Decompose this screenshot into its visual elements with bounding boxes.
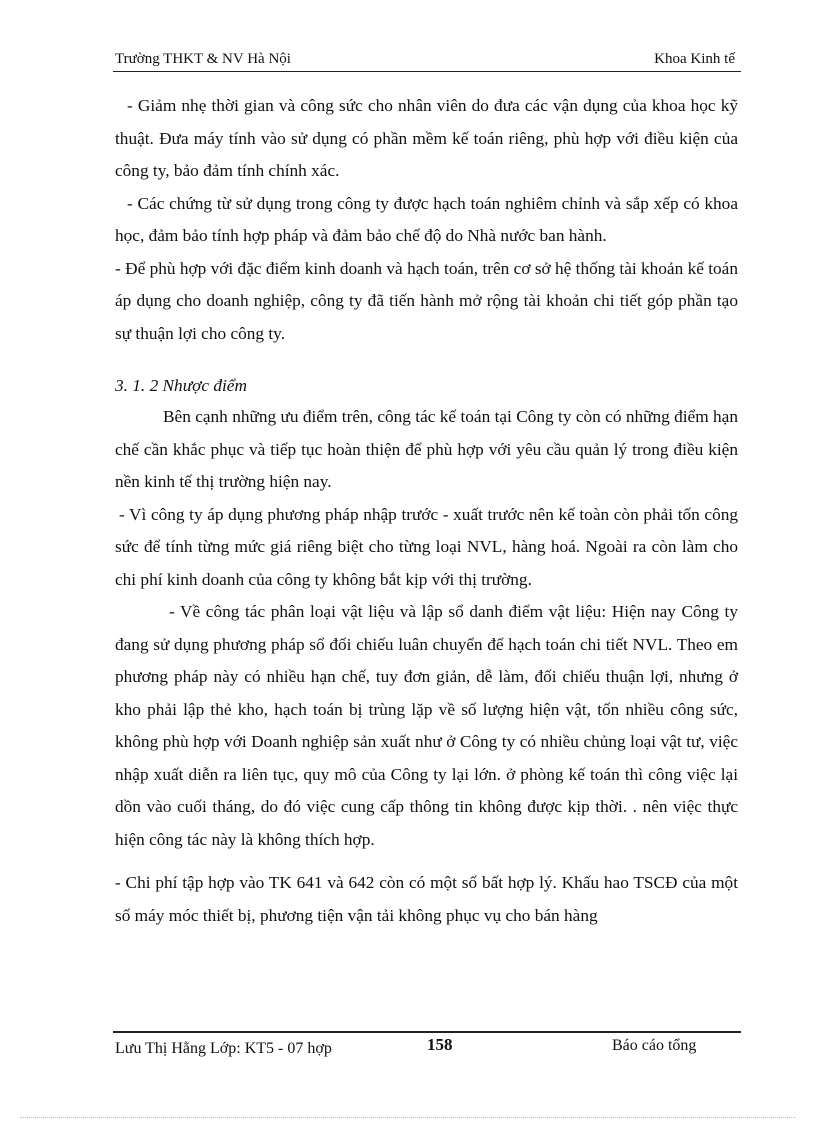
footer-report-title: Báo cáo tổng [612,1037,697,1054]
header-divider [113,71,741,72]
document-body [115,90,738,932]
page-header [115,50,741,72]
header-department: Khoa Kinh tế [654,51,735,67]
paragraph-advantage-time: - Giảm nhẹ thời gian và công sức cho nhân viên do đưa các vận dụng của khoa học kỹ thuật. Đưa máy tính vào sử dụng có phần mềm kế toán riêng, phù hợp với điều kiện của công ty, bảo đảm tính chính xác. [115,96,738,180]
paragraph-advantage-vouchers: - Các chứng từ sử dụng trong công ty được hạch toán nghiêm chỉnh và sắp xếp có khoa học, đảm bảo tính hợp pháp và đảm bảo chế độ do Nhà nước ban hành. [115,193,738,245]
paragraph-intro-limitations: Bên cạnh những ưu điểm trên, công tác kế toán tại Công ty còn có những điểm hạn chế cần khắc phục và tiếp tục hoàn thiện để phù hợp với yêu cầu quản lý trong điều kiện nền kinh tế thị trường hiện nay. [115,407,738,491]
paragraph-gap [115,856,738,867]
header-school-name: Trường THKT & NV Hà Nội [115,51,291,67]
section-gap [115,350,738,371]
paragraph-material-classification: - Về công tác phân loại vật liệu và lập sổ danh điểm vật liệu: Hiện nay Công ty đang sử dụng phương pháp sổ đối chiếu luân chuyển để hạch toán chi tiết NVL. Theo em phương pháp này có nhiều hạn chế, tuy đơn giản, dễ làm, đối chiếu thuận lợi, nhưng ở kho phải lập thẻ kho, hạch toán bị trùng lặp về số lượng hiện vật, tốn nhiều công sức, không phù hợp với Doanh nghiệp sản xuất như ở Công ty có nhiều chủng loại vật tư, việc nhập xuất diễn ra liên tục, quy mô của Công ty lại lớn. ở phòng kế toán thì công việc lại dồn vào cuối tháng, do đó việc cung cấp thông tin không được kịp thời. . nên việc thực hiện công tác này là không thích hợp. [115,602,738,849]
page-bottom-edge [20,1117,796,1118]
section-heading: 3. 1. 2 Nhược điểm [115,376,247,395]
paragraph-advantage-accounts: - Để phù hợp với đặc điểm kinh doanh và hạch toán, trên cơ sở hệ thống tài khoản kế toán áp dụng cho doanh nghiệp, công ty đã tiến hành mở rộng tài khoản chi tiết góp phần tạo sự thuận lợi cho công ty. [115,258,738,343]
footer-divider [113,1031,741,1033]
paragraph-fifo-method: - Vì công ty áp dụng phương pháp nhập trước - xuất trước nên kế toàn còn phải tốn công sức để tính từng mức giá riêng biệt cho từng loại NVL, hàng hoá. Ngoài ra còn làm cho chi phí kinh doanh của công ty không bắt kịp với thị trường. [115,504,738,589]
footer-author-class: Lưu Thị Hằng Lớp: KT5 - 07 hợp [115,1040,332,1057]
paragraph-expense-accounts: - Chi phí tập hợp vào TK 641 và 642 còn có một số bất hợp lý. Khấu hao TSCĐ của một số máy móc thiết bị, phương tiện vận tải không phục vụ cho bán hàng [115,873,738,925]
page-number: 158 [427,1035,453,1054]
